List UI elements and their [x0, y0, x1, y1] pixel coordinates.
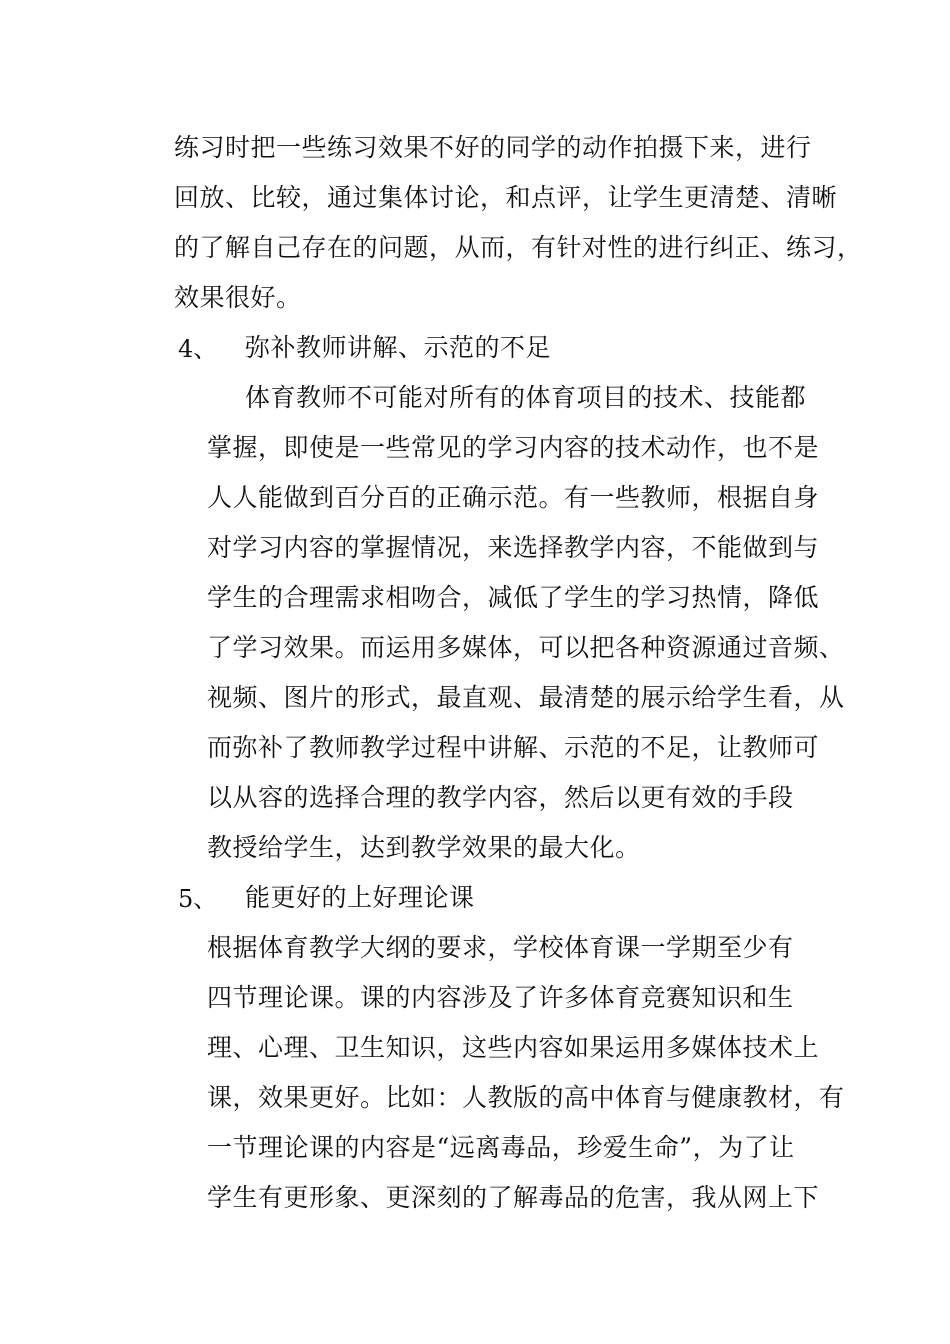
text-line: 练习时把一些练习效果不好的同学的动作拍摄下来，进行: [174, 133, 812, 162]
text-line: 一节理论课的内容是“远离毒品，珍爱生命”，为了让: [207, 1133, 795, 1162]
text-line: 理、心理、卫生知识，这些内容如果运用多媒体技术上: [207, 1033, 820, 1062]
section-number: 5、: [178, 885, 218, 913]
text-line: 课，效果更好。比如：人教版的高中体育与健康教材，有: [207, 1083, 845, 1112]
text-line: 回放、比较，通过集体讨论，和点评，让学生更清楚、清晰: [174, 183, 838, 212]
text-line: 效果很好。: [174, 283, 302, 312]
text-line: 学生的合理需求相吻合，减低了学生的学习热情，降低: [207, 583, 820, 612]
section-number: 4、: [178, 335, 218, 363]
section-title: 能更好的上好理论课: [245, 883, 475, 912]
text-line: 的了解自己存在的问题，从而，有针对性的进行纠正、练习，: [174, 233, 863, 262]
text-line: 视频、图片的形式，最直观、最清楚的展示给学生看，从: [207, 683, 845, 712]
text-line: 根据体育教学大纲的要求，学校体育课一学期至少有: [207, 933, 794, 962]
text-line: 掌握，即使是一些常见的学习内容的技术动作，也不是: [207, 433, 820, 462]
text-line: 而弥补了教师教学过程中讲解、示范的不足，让教师可: [207, 733, 820, 762]
section-title: 弥补教师讲解、示范的不足: [245, 333, 552, 362]
text-line: 学生有更形象、更深刻的了解毒品的危害，我从网上下: [207, 1183, 820, 1212]
text-line: 对学习内容的掌握情况，来选择教学内容，不能做到与: [207, 533, 820, 562]
text-line: 了学习效果。而运用多媒体，可以把各种资源通过音频、: [207, 633, 845, 662]
text-line: 人人能做到百分百的正确示范。有一些教师，根据自身: [207, 483, 820, 512]
text-line: 四节理论课。课的内容涉及了许多体育竞赛知识和生: [207, 983, 794, 1012]
text-line: 教授给学生，达到教学效果的最大化。: [207, 833, 641, 862]
text-line: 以从容的选择合理的教学内容，然后以更有效的手段: [207, 783, 794, 812]
text-line: 体育教师不可能对所有的体育项目的技术、技能都: [245, 383, 807, 412]
